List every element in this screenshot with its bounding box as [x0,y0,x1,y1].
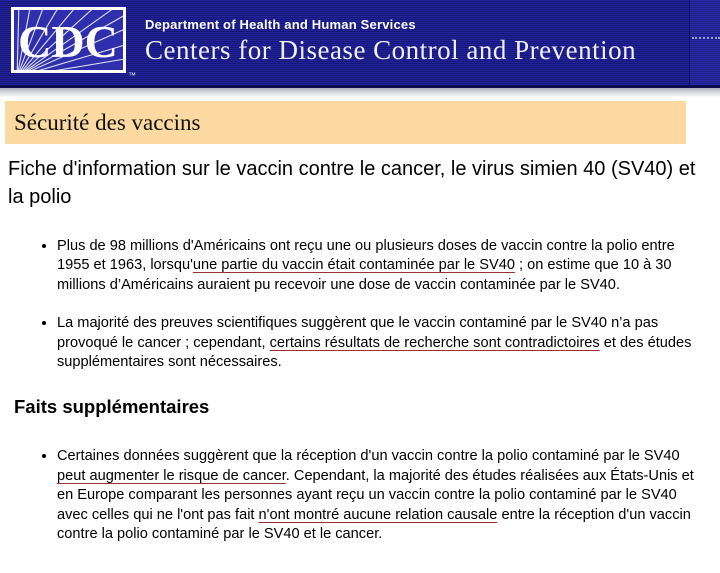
inline-link[interactable]: peut augmenter le risque de cancer [57,467,286,484]
svg-text:CDC: CDC [18,16,118,67]
section-band [5,101,686,144]
cdc-logo-graphic [11,7,126,73]
dotted-divider-icon [692,37,720,39]
cdc-logo[interactable] [11,7,136,80]
fact-list-main [0,237,702,372]
content [0,155,720,544]
inline-link[interactable]: certains résultats de recherche sont contradictoires [269,334,600,351]
supplementary-heading: Faits supplémentaires [14,396,210,418]
fact-text: Plus de 98 millions d'Américains ont reçu une ou plusieurs doses de vaccin contre la polio entre 1955 et 1963, lorsqu' [57,238,675,274]
dept-line: Department of Health and Human Services [145,17,416,32]
fact-item [57,447,702,544]
trademark-symbol: ™ [128,71,136,80]
fact-text: et des études supplémentaires sont nécessaires. [57,334,692,371]
banner-shadow [0,88,720,97]
fact-item [57,314,702,372]
banner-text [145,17,636,66]
fact-text: Certaines données suggèrent que la réception d'un vaccin contre la polio contaminé par le SV40 [57,448,680,465]
banner-right-strip [689,0,720,85]
fact-text: La majorité des preuves scientifiques suggèrent que le vaccin contaminé par le SV40 n’a pas provoqué le cancer ; cependant, [57,315,659,351]
inline-link[interactable]: n'ont montré aucune relation causale [258,506,498,523]
fact-text: ; on estime que 10 à 30 millions d’Américains auraient pu recevoir une dose de vaccin contaminée par le SV40. [57,257,672,293]
fact-text: entre la réception d'un vaccin contre la polio contaminé par le SV40 et le cancer. [57,506,691,543]
section-band-label: Sécurité des vaccins [14,109,201,135]
org-line: Centers for Disease Control and Prevention [145,35,637,65]
page-title: Fiche d'information sur le vaccin contre le cancer, le virus simien 40 (SV40) et la polio [8,158,696,208]
inline-link[interactable]: une partie du vaccin était contaminée par le SV40 [192,257,515,274]
cdc-banner [0,0,720,88]
fact-text: . Cependant, la majorité des études réalisées aux États-Unis et en Europe comparant les personnes ayant reçu un vaccin contre la polio contaminé par le SV40 avec celles qui ne l'ont pas fait [57,467,694,523]
fact-item [57,237,702,295]
fact-list-supplementary [0,447,702,544]
